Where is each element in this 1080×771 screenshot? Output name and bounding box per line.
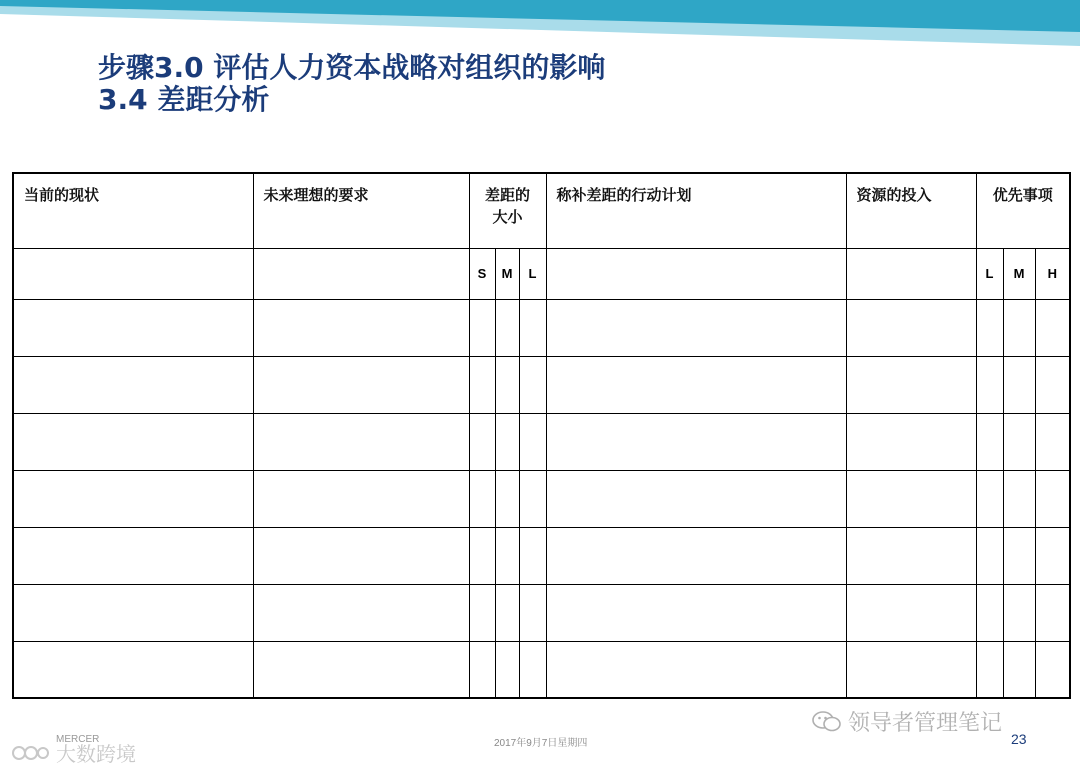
table-cell (1035, 299, 1070, 356)
table-cell (495, 413, 519, 470)
table-cell (469, 413, 495, 470)
table-cell (253, 299, 469, 356)
table-row (13, 641, 1070, 698)
table-cell (13, 584, 253, 641)
table-cell (469, 584, 495, 641)
table-cell (546, 641, 846, 698)
watermark-left (10, 738, 136, 767)
table-cell (469, 641, 495, 698)
table-cell (546, 248, 846, 299)
table-cell (253, 584, 469, 641)
table-cell (519, 356, 546, 413)
table-cell (13, 641, 253, 698)
table-cell (495, 641, 519, 698)
table-subheader-row (13, 248, 1070, 299)
table-cell (469, 527, 495, 584)
table-cell (1003, 584, 1035, 641)
header-future-requirements: 未来理想的要求 (253, 173, 469, 248)
table-cell (1003, 527, 1035, 584)
table-cell (495, 527, 519, 584)
table-body (13, 299, 1070, 698)
table-cell (13, 413, 253, 470)
table-cell (546, 470, 846, 527)
table-cell (519, 413, 546, 470)
table-cell (495, 470, 519, 527)
table-cell (1035, 527, 1070, 584)
gap-analysis-table (12, 172, 1071, 699)
gap-size-medium: M (495, 248, 519, 299)
table-cell (519, 470, 546, 527)
header-gap-size (469, 173, 546, 248)
table-row (13, 470, 1070, 527)
table-cell (469, 356, 495, 413)
table-cell (1003, 356, 1035, 413)
table-cell (1003, 470, 1035, 527)
footer-brand: MERCER (56, 734, 100, 745)
table-cell (976, 527, 1003, 584)
table-cell (976, 299, 1003, 356)
table-cell (495, 356, 519, 413)
table-cell (976, 413, 1003, 470)
priority-low: L (976, 248, 1003, 299)
table-cell (13, 470, 253, 527)
table-cell (846, 470, 976, 527)
table-cell (495, 299, 519, 356)
table-cell (976, 470, 1003, 527)
page-title (98, 52, 605, 116)
header-priority: 优先事项 (976, 173, 1070, 248)
table-cell (546, 413, 846, 470)
table-cell (1035, 470, 1070, 527)
table-cell (253, 413, 469, 470)
header-resource-input: 资源的投入 (846, 173, 976, 248)
table-cell (253, 248, 469, 299)
title-line-2: 3.4 差距分析 (98, 83, 270, 116)
table-cell (846, 299, 976, 356)
table-cell (253, 641, 469, 698)
title-line-1: 步骤3.0 评估人力资本战略对组织的影响 (98, 51, 606, 84)
table-cell (846, 584, 976, 641)
table-cell (13, 299, 253, 356)
table-cell (519, 641, 546, 698)
table-cell (546, 299, 846, 356)
header-current-state: 当前的现状 (13, 173, 253, 248)
table-cell (253, 470, 469, 527)
wechat-icon (812, 710, 842, 734)
gap-size-small: S (469, 248, 495, 299)
table-row (13, 413, 1070, 470)
table-cell (1035, 356, 1070, 413)
table-cell (1003, 413, 1035, 470)
watermark-right-text: 领导者管理笔记 (848, 711, 1003, 736)
table-cell (469, 299, 495, 356)
table-cell (1003, 299, 1035, 356)
table-cell (546, 356, 846, 413)
table-cell (546, 527, 846, 584)
table-cell (1035, 584, 1070, 641)
table-cell (13, 356, 253, 413)
gap-size-large: L (519, 248, 546, 299)
brand-logo-icon (10, 743, 50, 763)
table-cell (846, 413, 976, 470)
table-cell (846, 356, 976, 413)
table-cell (846, 641, 976, 698)
table-cell (1035, 641, 1070, 698)
table-cell (976, 584, 1003, 641)
table-row (13, 527, 1070, 584)
table-row (13, 299, 1070, 356)
priority-medium: M (1003, 248, 1035, 299)
table-cell (846, 248, 976, 299)
table-cell (469, 470, 495, 527)
table-cell (253, 527, 469, 584)
table-cell (519, 584, 546, 641)
table-cell (519, 527, 546, 584)
table-cell (253, 356, 469, 413)
table-cell (13, 248, 253, 299)
page-number: 23 (1011, 731, 1027, 747)
priority-high: H (1035, 248, 1070, 299)
watermark-right (812, 706, 1002, 737)
table-cell (546, 584, 846, 641)
table-cell (495, 584, 519, 641)
table-cell (519, 299, 546, 356)
table-cell (846, 527, 976, 584)
table-row (13, 584, 1070, 641)
header-action-plan: 称补差距的行动计划 (546, 173, 846, 248)
table-cell (976, 356, 1003, 413)
table-cell (13, 527, 253, 584)
table-cell (1035, 413, 1070, 470)
table-header-row (13, 173, 1070, 248)
table-row (13, 356, 1070, 413)
watermark-left-text: 大数跨境 (56, 742, 136, 766)
table-cell (1003, 641, 1035, 698)
header-gap-size-text: 差距的大小 (485, 186, 531, 226)
table-cell (976, 641, 1003, 698)
footer-date: 2017年9月7日星期四 (494, 738, 588, 749)
